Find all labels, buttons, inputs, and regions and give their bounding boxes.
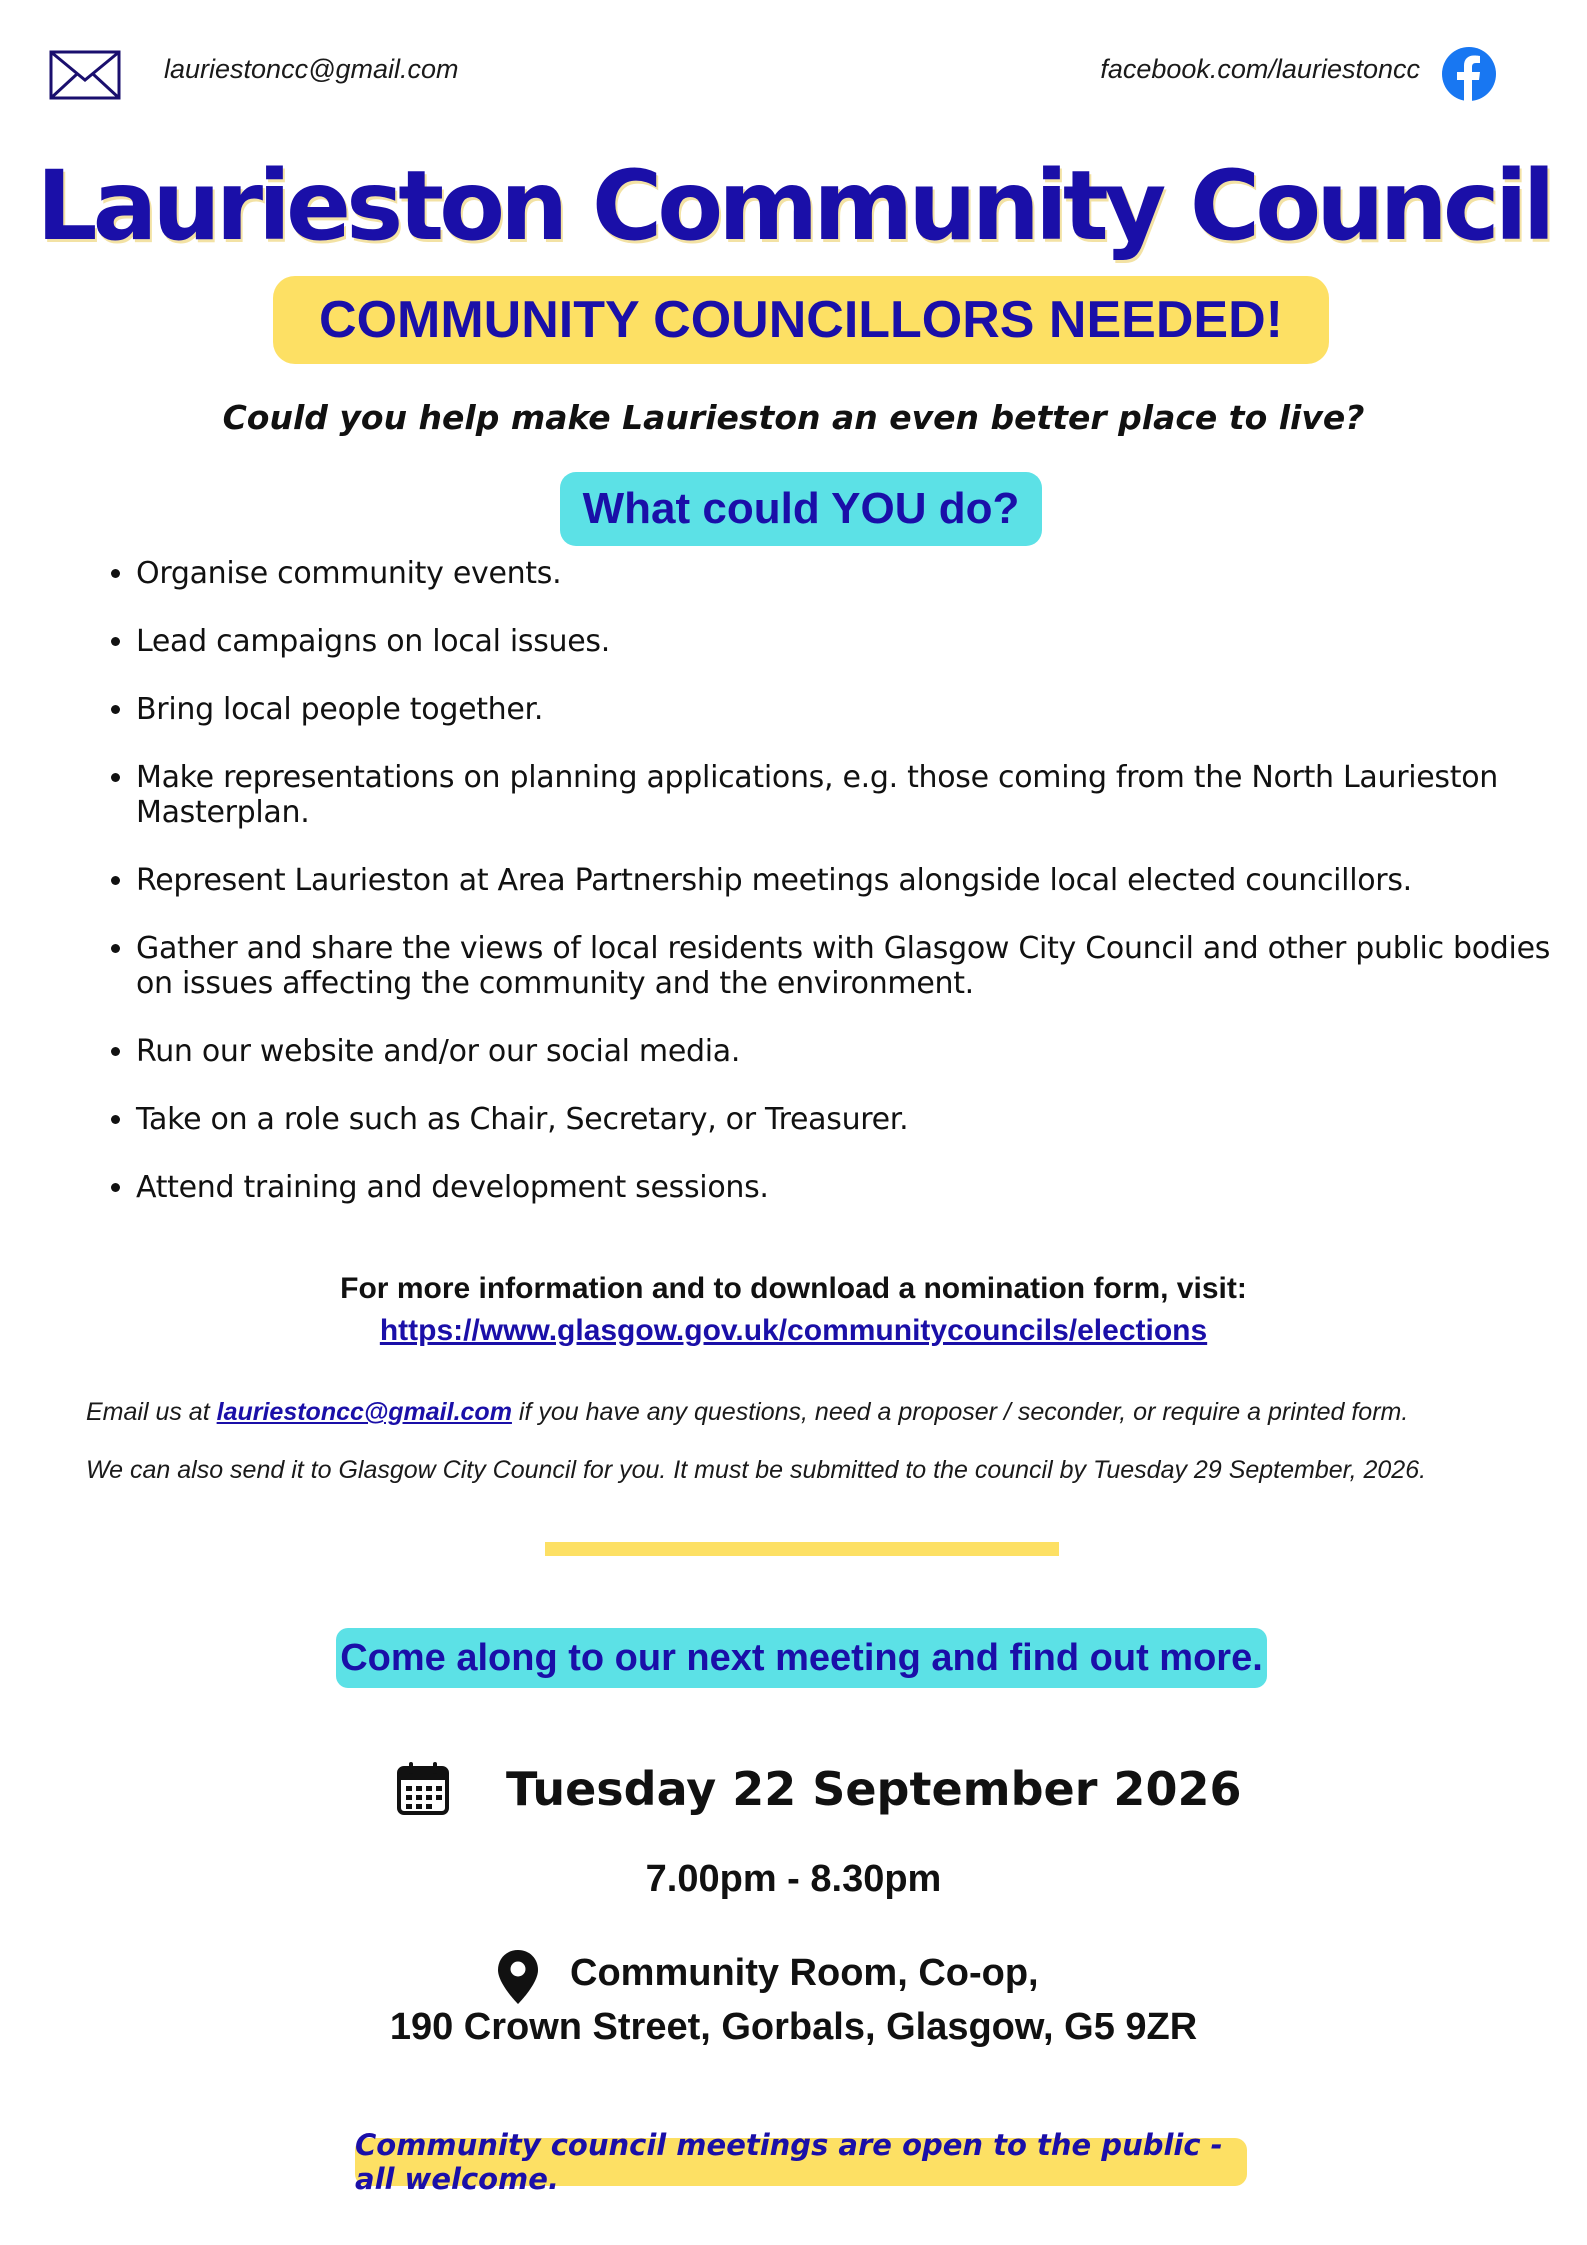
list-item: • Attend training and development sessions.: [136, 1170, 1586, 1205]
meeting-address: 190 Crown Street, Gorbals, Glasgow, G5 9ZR: [389, 2006, 1198, 2048]
facebook-icon[interactable]: [1441, 46, 1497, 102]
submission-note: We can also send it to Glasgow City Council for you. It must be submitted to the council by Tuesday 29 September, 2026.: [86, 1456, 1427, 1484]
map-pin-icon: [496, 1948, 540, 2006]
councillors-needed-banner: COMMUNITY COUNCILLORS NEEDED!: [273, 276, 1329, 364]
header-facebook[interactable]: facebook.com/lauriestoncc: [1100, 54, 1420, 84]
meeting-banner: Come along to our next meeting and find out more.: [336, 1628, 1267, 1688]
list-item: • Take on a role such as Chair, Secretary, or Treasurer.: [136, 1102, 1586, 1137]
calendar-icon: [396, 1760, 450, 1816]
elections-link[interactable]: https://www.glasgow.gov.uk/communitycouncils/elections: [379, 1314, 1208, 1347]
list-item: • Run our website and/or our social media.: [136, 1034, 1586, 1069]
info-heading: For more information and to download a nomination form, visit:: [340, 1272, 1247, 1305]
what-could-you-do-heading: What could YOU do?: [560, 472, 1042, 546]
list-item: • Organise community events.: [136, 556, 1586, 591]
list-item: • Gather and share the views of local residents with Glasgow City Council and other public bodies on issues affecting the community and the environment.: [136, 931, 1586, 1001]
envelope-icon: [49, 50, 121, 100]
meeting-time: 7.00pm - 8.30pm: [645, 1858, 942, 1900]
email-note-suffix: if you have any questions, need a proposer / seconder, or require a printed form.: [518, 1398, 1409, 1426]
list-item: • Represent Laurieston at Area Partnership meetings alongside local elected councillors.: [136, 863, 1586, 898]
email-note: [86, 1398, 1408, 1427]
list-item: • Make representations on planning applications, e.g. those coming from the North Laurieston Masterplan.: [136, 760, 1586, 830]
meeting-date: Tuesday 22 September 2026: [506, 1762, 1242, 1816]
page-title: Laurieston Community Council: [36, 150, 1551, 262]
email-note-link[interactable]: lauriestoncc@gmail.com: [216, 1398, 512, 1426]
role-list: [68, 556, 1586, 1238]
divider: [545, 1542, 1059, 1556]
subtitle: Could you help make Laurieston an even better place to live?: [222, 398, 1365, 437]
list-item: • Lead campaigns on local issues.: [136, 624, 1586, 659]
footer-banner: Community council meetings are open to the public - all welcome.: [355, 2138, 1247, 2186]
header-email[interactable]: lauriestoncc@gmail.com: [164, 54, 459, 84]
list-item: • Bring local people together.: [136, 692, 1586, 727]
meeting-room: Community Room, Co-op,: [570, 1952, 1039, 1994]
email-note-prefix: Email us at: [86, 1398, 210, 1426]
